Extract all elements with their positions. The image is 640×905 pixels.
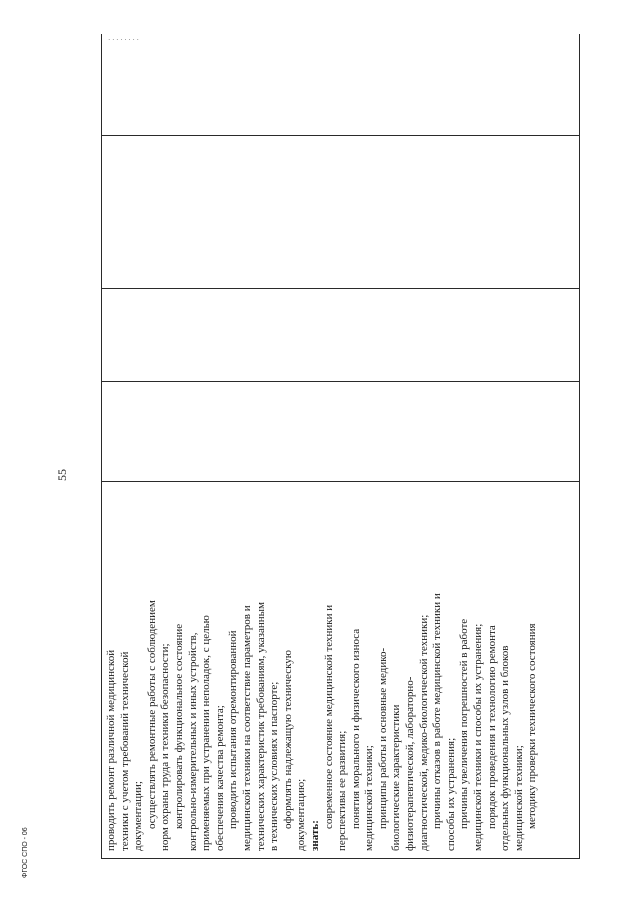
text-line: контролировать функциональное состояние	[172, 623, 185, 851]
text-line: проводить испытания отремонтированной	[227, 630, 240, 851]
text-line: документацию;	[295, 778, 308, 851]
text-line: перспективы ее развития;	[336, 730, 349, 851]
table-cell-skills-knowledge	[105, 491, 540, 851]
table-border-right	[579, 34, 580, 859]
text-line: порядок проведения и технологию ремонта	[485, 625, 498, 851]
text-line: диагностической, медико-биологической техники;	[417, 614, 430, 851]
text-line: современное состояние медицинской техники и	[322, 604, 335, 851]
text-line: способы их устранения;	[444, 737, 457, 851]
text-line: медицинской техники;	[363, 745, 376, 851]
column-divider-3	[101, 288, 579, 289]
text-line: знать:	[308, 820, 321, 851]
table-border-left	[101, 34, 102, 859]
footer-code: ФГОС СПО - 06	[22, 827, 29, 878]
text-line: осуществлять ремонтные работы с соблюдением	[145, 600, 158, 851]
column-divider-4	[101, 135, 579, 136]
text-line: контрольно-измерительных и иных устройств,	[186, 632, 199, 851]
text-line: отдельных функциональных узлов и блоков	[499, 645, 512, 851]
text-line: оформлять надлежащую техническую	[281, 650, 294, 851]
text-line: причины увеличения погрешностей в работе	[458, 618, 471, 851]
rotated-table	[101, 34, 579, 859]
text-line: биологические характеристики	[390, 704, 403, 851]
text-line: проводить ремонт различной медицинской	[105, 649, 117, 851]
text-line: физиотерапевтической, лабораторно-	[404, 676, 417, 851]
text-line: документации;	[132, 781, 145, 851]
text-line: медицинской техники на соответствие параметров и	[240, 605, 253, 851]
text-line: технических характеристик требованиям, указанным	[254, 602, 267, 851]
text-line: медицинской техники и способы их устранения;	[472, 623, 485, 851]
text-line: методику проверки технического состояния	[526, 623, 539, 851]
column-divider-2	[101, 381, 579, 382]
text-line: понятия морального и физического износа	[349, 628, 362, 851]
scan-artifact-marks: · · · · · · · ·	[108, 36, 139, 44]
column-divider-1	[101, 481, 579, 482]
text-line: применяемых при устранении неполадок, с целью	[200, 615, 213, 851]
text-line: обеспечения качества ремонта;	[213, 705, 226, 851]
page-number: 55	[55, 469, 69, 481]
text-line: техники с учетом требований технической	[118, 651, 131, 851]
text-line: в технических условиях и паспорте;	[268, 681, 281, 851]
text-line: причины отказов в работе медицинской техники и	[431, 593, 444, 851]
table-border-bottom	[101, 858, 579, 859]
text-line: принципы работы и основные медико-	[376, 647, 389, 851]
text-line: норм охраны труда и техники безопасности;	[159, 643, 172, 851]
text-line: медицинской техники;	[512, 745, 525, 851]
